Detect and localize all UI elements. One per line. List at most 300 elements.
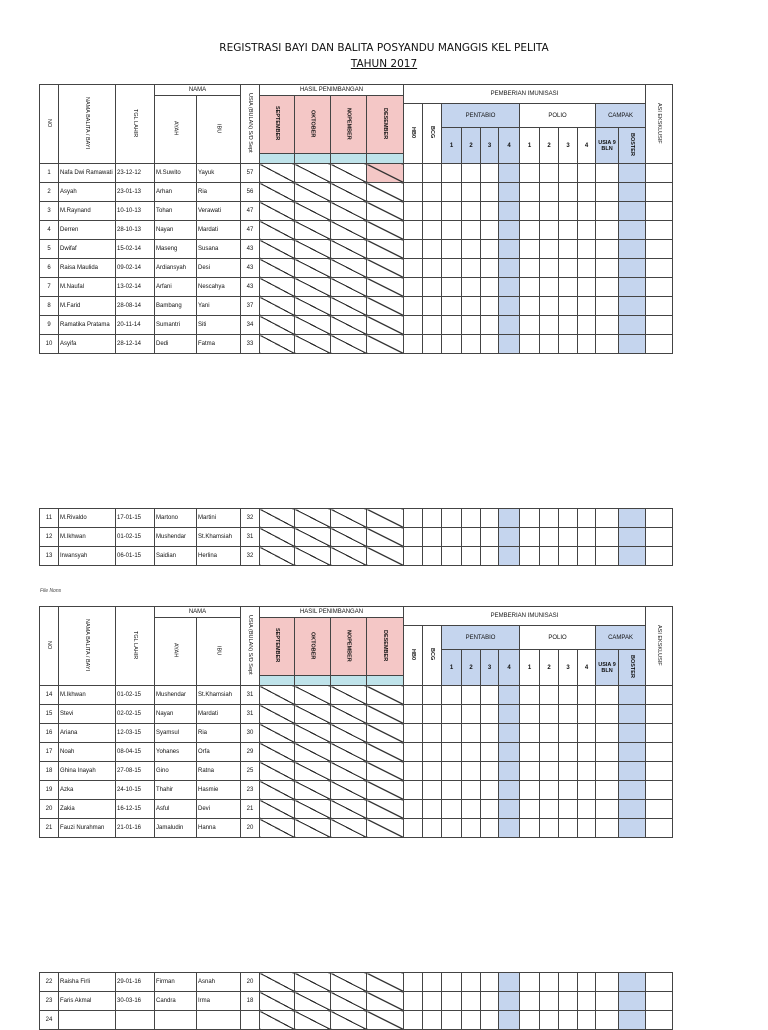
cell-immunization xyxy=(596,973,619,992)
cell-weight xyxy=(295,973,331,992)
header-usia9: USIA 9 BLN xyxy=(596,128,619,164)
cell-immunization xyxy=(404,686,423,705)
cell-weight xyxy=(260,202,295,221)
cell-immunization xyxy=(596,1011,619,1030)
cell-immunization xyxy=(442,781,462,800)
cell-immunization xyxy=(442,278,462,297)
cell-weight xyxy=(367,547,404,566)
cell-immunization xyxy=(559,278,578,297)
header-ibu: IBU xyxy=(197,618,241,686)
cell-immunization xyxy=(404,528,423,547)
cell-ayah: Maseng xyxy=(155,240,197,259)
cell-weight xyxy=(295,528,331,547)
header-nama-balita: NAMA BALITA / BAYI xyxy=(59,607,116,686)
cell-weight xyxy=(331,686,367,705)
cell-name: Nafa Dwi Ramawati xyxy=(59,164,116,183)
header-ayah: AYAH xyxy=(155,96,197,164)
cell-asi xyxy=(646,973,673,992)
cell-immunization xyxy=(481,781,499,800)
header-hb0: HB0 xyxy=(404,104,423,164)
cell-name: Stevi xyxy=(59,705,116,724)
cell-immunization xyxy=(442,297,462,316)
cell-ibu: Mardati xyxy=(197,221,241,240)
cell-weight xyxy=(367,509,404,528)
cell-immunization xyxy=(520,1011,540,1030)
cell-weight xyxy=(295,547,331,566)
cell-weight xyxy=(331,297,367,316)
cell-usia: 18 xyxy=(241,992,260,1011)
cell-asi xyxy=(646,724,673,743)
cell-immunization xyxy=(442,819,462,838)
cell-immunization xyxy=(499,686,520,705)
cell-usia: 21 xyxy=(241,800,260,819)
table-row xyxy=(40,762,673,781)
cell-immunization xyxy=(442,335,462,354)
cell-weight xyxy=(260,335,295,354)
cell-immunization xyxy=(578,743,596,762)
cell-name: Noah xyxy=(59,743,116,762)
cell-weight xyxy=(295,819,331,838)
cell-immunization xyxy=(596,164,619,183)
cell-immunization xyxy=(520,240,540,259)
cell-immunization xyxy=(559,509,578,528)
cell-immunization xyxy=(481,686,499,705)
table-row xyxy=(40,781,673,800)
register-table-2 xyxy=(39,508,673,566)
cell-weight xyxy=(260,762,295,781)
cell-immunization xyxy=(559,335,578,354)
cell-immunization xyxy=(559,800,578,819)
header-boster: BOSTER xyxy=(619,650,646,686)
cell-weight xyxy=(260,509,295,528)
header-usia9: USIA 9 BLN xyxy=(596,650,619,686)
cell-no: 10 xyxy=(40,335,59,354)
cell-tgl: 15-02-14 xyxy=(116,240,155,259)
cell-immunization xyxy=(499,183,520,202)
cell-weight xyxy=(295,705,331,724)
cell-usia: 25 xyxy=(241,762,260,781)
cell-ibu: Yani xyxy=(197,297,241,316)
cell-ibu: Herlina xyxy=(197,547,241,566)
cell-asi xyxy=(646,221,673,240)
cell-immunization xyxy=(462,800,481,819)
cell-weight xyxy=(295,781,331,800)
cell-immunization xyxy=(619,743,646,762)
cell-immunization xyxy=(540,973,559,992)
cell-tgl: 16-12-15 xyxy=(116,800,155,819)
cell-weight xyxy=(367,240,404,259)
cell-weight xyxy=(260,724,295,743)
cell-immunization xyxy=(423,259,442,278)
cell-immunization xyxy=(481,316,499,335)
cell-no: 15 xyxy=(40,705,59,724)
cell-immunization xyxy=(404,335,423,354)
cell-ibu: Orfa xyxy=(197,743,241,762)
cell-immunization xyxy=(540,164,559,183)
cell-immunization xyxy=(423,743,442,762)
header-ibu: IBU xyxy=(197,96,241,164)
cell-immunization xyxy=(462,973,481,992)
cell-immunization xyxy=(596,509,619,528)
cell-immunization xyxy=(578,528,596,547)
cell-weight xyxy=(295,278,331,297)
cell-immunization xyxy=(619,800,646,819)
cell-immunization xyxy=(559,316,578,335)
cell-immunization xyxy=(481,973,499,992)
cell-weight xyxy=(260,278,295,297)
header-usia: USIA (BULAN) S/D Sept xyxy=(241,85,260,164)
header-dose-7: 4 xyxy=(578,650,596,686)
cell-immunization xyxy=(499,528,520,547)
cell-weight xyxy=(367,762,404,781)
header-dose-4: 1 xyxy=(520,128,540,164)
cell-immunization xyxy=(559,705,578,724)
cell-name: M.Raynand xyxy=(59,202,116,221)
cell-immunization xyxy=(578,705,596,724)
cell-immunization xyxy=(423,686,442,705)
header-month-0: SEPTEMBER xyxy=(260,96,295,154)
cell-no: 13 xyxy=(40,547,59,566)
cell-weight xyxy=(295,183,331,202)
cell-immunization xyxy=(442,973,462,992)
cell-weight xyxy=(260,547,295,566)
cell-immunization xyxy=(596,335,619,354)
cell-no: 21 xyxy=(40,819,59,838)
table-row xyxy=(40,278,673,297)
cell-usia: 20 xyxy=(241,973,260,992)
cell-ayah: M.Suwito xyxy=(155,164,197,183)
cell-weight xyxy=(260,781,295,800)
cell-weight xyxy=(367,335,404,354)
cell-tgl: 30-03-16 xyxy=(116,992,155,1011)
cell-immunization xyxy=(520,509,540,528)
cell-immunization xyxy=(559,547,578,566)
cell-ibu: Devi xyxy=(197,800,241,819)
header-dose-3: 4 xyxy=(499,650,520,686)
cell-tgl: 28-10-13 xyxy=(116,221,155,240)
cell-weight xyxy=(367,259,404,278)
cell-immunization xyxy=(404,819,423,838)
cell-immunization xyxy=(596,202,619,221)
cell-name: Derren xyxy=(59,221,116,240)
cell-asi xyxy=(646,547,673,566)
cell-tgl: 17-01-15 xyxy=(116,509,155,528)
cell-immunization xyxy=(404,164,423,183)
cell-weight xyxy=(295,297,331,316)
header-asi: ASI EKSKLUSIF xyxy=(646,85,673,164)
cell-immunization xyxy=(423,202,442,221)
cell-immunization xyxy=(499,724,520,743)
cell-immunization xyxy=(462,221,481,240)
cell-asi xyxy=(646,509,673,528)
cell-ayah: Sumantri xyxy=(155,316,197,335)
cell-immunization xyxy=(596,183,619,202)
cell-immunization xyxy=(619,762,646,781)
cell-weight xyxy=(260,743,295,762)
cell-immunization xyxy=(619,183,646,202)
cell-immunization xyxy=(520,992,540,1011)
cell-immunization xyxy=(499,992,520,1011)
cell-asi xyxy=(646,335,673,354)
header-nama-balita: NAMA BALITA / BAYI xyxy=(59,85,116,164)
table-row xyxy=(40,1011,673,1030)
header-hasil: HASIL PENIMBANGAN xyxy=(260,607,404,618)
cell-ibu: St.Khamsiah xyxy=(197,528,241,547)
cell-immunization xyxy=(481,259,499,278)
cell-weight xyxy=(260,183,295,202)
cell-weight xyxy=(295,1011,331,1030)
cell-ayah: Saidian xyxy=(155,547,197,566)
cell-no: 8 xyxy=(40,297,59,316)
cell-immunization xyxy=(499,819,520,838)
header-dose-6: 3 xyxy=(559,128,578,164)
header-month-band-1 xyxy=(295,676,331,686)
cell-usia: 43 xyxy=(241,259,260,278)
cell-immunization xyxy=(404,202,423,221)
cell-tgl: 23-12-12 xyxy=(116,164,155,183)
cell-ibu: Ria xyxy=(197,724,241,743)
cell-immunization xyxy=(559,992,578,1011)
cell-immunization xyxy=(596,528,619,547)
cell-immunization xyxy=(578,762,596,781)
cell-weight xyxy=(260,973,295,992)
cell-usia: 20 xyxy=(241,819,260,838)
cell-immunization xyxy=(596,221,619,240)
header-month-band-2 xyxy=(331,676,367,686)
cell-weight xyxy=(331,509,367,528)
cell-immunization xyxy=(499,800,520,819)
cell-tgl: 01-02-15 xyxy=(116,528,155,547)
cell-immunization xyxy=(462,240,481,259)
cell-immunization xyxy=(596,800,619,819)
cell-name: Ramatika Pratama xyxy=(59,316,116,335)
cell-immunization xyxy=(499,259,520,278)
cell-immunization xyxy=(499,221,520,240)
cell-immunization xyxy=(404,259,423,278)
cell-usia: 31 xyxy=(241,705,260,724)
cell-immunization xyxy=(481,335,499,354)
cell-immunization xyxy=(442,705,462,724)
cell-usia: 33 xyxy=(241,335,260,354)
cell-tgl: 28-08-14 xyxy=(116,297,155,316)
cell-immunization xyxy=(520,686,540,705)
cell-immunization xyxy=(404,762,423,781)
cell-immunization xyxy=(462,335,481,354)
cell-asi xyxy=(646,743,673,762)
cell-immunization xyxy=(596,686,619,705)
cell-weight xyxy=(295,686,331,705)
cell-weight xyxy=(367,800,404,819)
cell-immunization xyxy=(520,259,540,278)
cell-immunization xyxy=(520,278,540,297)
cell-immunization xyxy=(404,316,423,335)
cell-immunization xyxy=(423,781,442,800)
cell-immunization xyxy=(578,973,596,992)
cell-weight xyxy=(367,1011,404,1030)
cell-immunization xyxy=(578,992,596,1011)
cell-tgl xyxy=(116,1011,155,1030)
cell-immunization xyxy=(619,528,646,547)
cell-tgl: 27-08-15 xyxy=(116,762,155,781)
header-pemberian: PEMBERIAN IMUNISASI xyxy=(404,607,646,626)
cell-immunization xyxy=(481,724,499,743)
cell-ibu: Asnah xyxy=(197,973,241,992)
header-polio: POLIO xyxy=(520,104,596,128)
cell-name: Raisha Firli xyxy=(59,973,116,992)
header-pemberian: PEMBERIAN IMUNISASI xyxy=(404,85,646,104)
cell-immunization xyxy=(462,164,481,183)
cell-immunization xyxy=(481,202,499,221)
cell-immunization xyxy=(404,240,423,259)
cell-weight xyxy=(260,297,295,316)
cell-no: 5 xyxy=(40,240,59,259)
cell-immunization xyxy=(404,278,423,297)
cell-name: Dwifaf xyxy=(59,240,116,259)
cell-ayah: Tohan xyxy=(155,202,197,221)
cell-immunization xyxy=(540,724,559,743)
cell-name: Irwansyah xyxy=(59,547,116,566)
cell-name: Raisa Maulida xyxy=(59,259,116,278)
cell-immunization xyxy=(619,724,646,743)
cell-ayah: Candra xyxy=(155,992,197,1011)
cell-immunization xyxy=(462,528,481,547)
header-boster: BOSTER xyxy=(619,128,646,164)
header-month-1: OKTOBER xyxy=(295,96,331,154)
cell-asi xyxy=(646,800,673,819)
cell-ibu: Irma xyxy=(197,992,241,1011)
cell-tgl: 10-10-13 xyxy=(116,202,155,221)
file-note: File Nons xyxy=(40,588,62,594)
cell-ibu: Nescahya xyxy=(197,278,241,297)
cell-immunization xyxy=(619,335,646,354)
cell-immunization xyxy=(442,547,462,566)
cell-immunization xyxy=(578,1011,596,1030)
cell-immunization xyxy=(404,724,423,743)
cell-immunization xyxy=(540,686,559,705)
cell-ibu: St.Khamsiah xyxy=(197,686,241,705)
cell-weight xyxy=(367,686,404,705)
cell-asi xyxy=(646,240,673,259)
cell-ayah: Bambang xyxy=(155,297,197,316)
cell-immunization xyxy=(520,724,540,743)
cell-weight xyxy=(295,762,331,781)
cell-immunization xyxy=(578,800,596,819)
cell-immunization xyxy=(619,164,646,183)
cell-name: Ghina Inayah xyxy=(59,762,116,781)
cell-immunization xyxy=(540,316,559,335)
cell-asi xyxy=(646,202,673,221)
cell-immunization xyxy=(520,705,540,724)
cell-weight xyxy=(367,221,404,240)
cell-immunization xyxy=(481,297,499,316)
header-nama: NAMA xyxy=(155,85,241,96)
cell-no: 12 xyxy=(40,528,59,547)
cell-tgl: 24-10-15 xyxy=(116,781,155,800)
header-month-band-1 xyxy=(295,154,331,164)
table-row xyxy=(40,221,673,240)
header-dose-7: 4 xyxy=(578,128,596,164)
cell-ibu: Ria xyxy=(197,183,241,202)
cell-immunization xyxy=(619,221,646,240)
cell-immunization xyxy=(462,705,481,724)
cell-ayah: Arfani xyxy=(155,278,197,297)
cell-immunization xyxy=(404,1011,423,1030)
cell-immunization xyxy=(499,316,520,335)
cell-immunization xyxy=(619,509,646,528)
cell-immunization xyxy=(540,240,559,259)
cell-immunization xyxy=(559,164,578,183)
cell-no: 3 xyxy=(40,202,59,221)
header-month-band-3 xyxy=(367,676,404,686)
cell-immunization xyxy=(578,509,596,528)
cell-weight xyxy=(295,221,331,240)
cell-immunization xyxy=(442,164,462,183)
cell-immunization xyxy=(423,240,442,259)
cell-immunization xyxy=(423,297,442,316)
cell-weight xyxy=(331,164,367,183)
cell-weight xyxy=(331,973,367,992)
cell-immunization xyxy=(596,724,619,743)
header-dose-1: 2 xyxy=(462,650,481,686)
cell-immunization xyxy=(442,509,462,528)
cell-immunization xyxy=(578,202,596,221)
cell-immunization xyxy=(520,183,540,202)
cell-weight xyxy=(367,202,404,221)
cell-immunization xyxy=(481,278,499,297)
cell-weight xyxy=(367,316,404,335)
cell-immunization xyxy=(442,316,462,335)
cell-ayah: Gino xyxy=(155,762,197,781)
cell-immunization xyxy=(578,183,596,202)
cell-immunization xyxy=(499,547,520,566)
cell-immunization xyxy=(540,509,559,528)
cell-immunization xyxy=(619,1011,646,1030)
cell-immunization xyxy=(499,509,520,528)
cell-no: 22 xyxy=(40,973,59,992)
cell-weight xyxy=(331,800,367,819)
header-pentabio: PENTABIO xyxy=(442,104,520,128)
cell-immunization xyxy=(481,240,499,259)
cell-immunization xyxy=(520,297,540,316)
cell-immunization xyxy=(619,992,646,1011)
cell-immunization xyxy=(559,259,578,278)
header-no: NO xyxy=(40,85,59,164)
cell-no: 2 xyxy=(40,183,59,202)
cell-immunization xyxy=(559,781,578,800)
cell-immunization xyxy=(423,316,442,335)
cell-immunization xyxy=(462,1011,481,1030)
page-year: TAHUN 2017 xyxy=(350,58,418,70)
cell-immunization xyxy=(423,992,442,1011)
cell-weight xyxy=(331,743,367,762)
cell-immunization xyxy=(481,221,499,240)
cell-immunization xyxy=(619,547,646,566)
header-dose-2: 3 xyxy=(481,650,499,686)
cell-usia xyxy=(241,1011,260,1030)
cell-asi xyxy=(646,762,673,781)
cell-immunization xyxy=(442,1011,462,1030)
cell-immunization xyxy=(442,800,462,819)
cell-immunization xyxy=(423,221,442,240)
header-campak: CAMPAK xyxy=(596,626,646,650)
cell-immunization xyxy=(578,316,596,335)
cell-immunization xyxy=(559,724,578,743)
cell-weight xyxy=(367,183,404,202)
cell-tgl: 13-02-14 xyxy=(116,278,155,297)
cell-tgl: 01-02-15 xyxy=(116,686,155,705)
cell-immunization xyxy=(540,992,559,1011)
cell-weight xyxy=(331,528,367,547)
